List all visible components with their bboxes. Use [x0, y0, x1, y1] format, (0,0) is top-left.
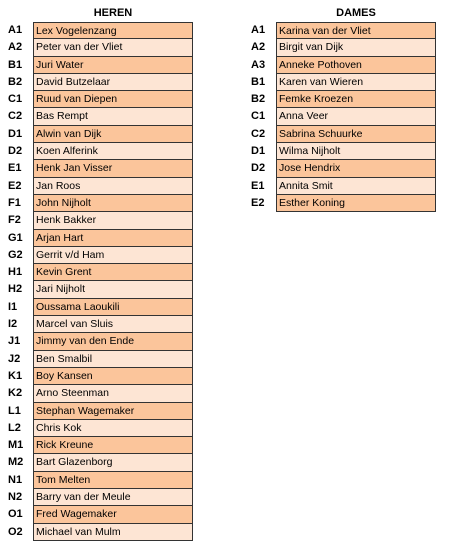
heren-row	[6, 351, 193, 368]
dames-player-name: Annita Smit	[276, 178, 436, 195]
dames-row	[249, 57, 436, 74]
heren-code: D2	[8, 145, 23, 158]
heren-row	[6, 299, 193, 316]
heren-code: L1	[8, 404, 21, 417]
heren-row	[6, 160, 193, 177]
heren-row	[6, 333, 193, 350]
heren-row	[6, 264, 193, 281]
heren-code: B1	[8, 58, 23, 71]
heren-code: K2	[8, 387, 23, 400]
dames-player-name: Jose Hendrix	[276, 160, 436, 177]
heren-player-name: Barry van der Meule	[33, 489, 193, 506]
dames-code: E2	[251, 196, 265, 209]
heren-player-name: Lex Vogelenzang	[33, 22, 193, 39]
dames-code: E1	[251, 179, 265, 192]
dames-player-name: Karen van Wieren	[276, 74, 436, 91]
heren-code: M2	[8, 456, 24, 469]
dames-code: B1	[251, 75, 266, 88]
dames-row	[249, 178, 436, 195]
dames-row	[249, 91, 436, 108]
heren-heading: HEREN	[93, 7, 133, 19]
heren-player-name: Henk Bakker	[33, 212, 193, 229]
dames-player-name: Anna Veer	[276, 108, 436, 125]
heren-row	[6, 57, 193, 74]
heren-row	[6, 368, 193, 385]
heren-player-name: Kevin Grent	[33, 264, 193, 281]
heren-player-name: Bart Glazenborg	[33, 454, 193, 471]
dames-player-name: Femke Kroezen	[276, 91, 436, 108]
heren-row	[6, 126, 193, 143]
heren-player-name: Michael van Mulm	[33, 524, 193, 541]
dames-player-name: Anneke Pothoven	[276, 57, 436, 74]
dames-code: B2	[251, 93, 266, 106]
heren-player-name: Arjan Hart	[33, 230, 193, 247]
dames-player-name: Esther Koning	[276, 195, 436, 212]
dames-row	[249, 160, 436, 177]
heren-code: O1	[8, 508, 23, 521]
heren-row	[6, 316, 193, 333]
dames-code: C1	[251, 110, 266, 123]
heren-player-name: Tom Melten	[33, 472, 193, 489]
heren-player-name: Koen Alferink	[33, 143, 193, 160]
dames-row	[249, 108, 436, 125]
heren-row	[6, 91, 193, 108]
heren-code: M1	[8, 439, 24, 452]
heren-code: O2	[8, 525, 23, 538]
heren-player-name: Rick Kreune	[33, 437, 193, 454]
dames-table	[249, 22, 436, 212]
dames-heading: DAMES	[336, 7, 376, 19]
heren-code: N1	[8, 473, 23, 486]
heren-code: B2	[8, 75, 23, 88]
heren-row	[6, 385, 193, 402]
dames-row	[249, 22, 436, 39]
heren-player-name: Ruud van Diepen	[33, 91, 193, 108]
heren-code: A1	[8, 24, 23, 36]
dames-row	[249, 143, 436, 160]
heren-code: A2	[8, 41, 23, 54]
dames-code: A3	[251, 58, 266, 71]
heren-code: G1	[8, 231, 23, 244]
heren-player-name: Stephan Wagemaker	[33, 403, 193, 420]
heren-row	[6, 178, 193, 195]
heren-code: I1	[8, 300, 18, 313]
dames-row	[249, 39, 436, 56]
heren-row	[6, 247, 193, 264]
heren-row	[6, 437, 193, 454]
heren-row	[6, 39, 193, 56]
heren-row	[6, 506, 193, 523]
dames-code: D1	[251, 145, 266, 158]
heren-player-name: Jari Nijholt	[33, 281, 193, 298]
heren-player-name: Jimmy van den Ende	[33, 333, 193, 350]
heren-row	[6, 524, 193, 541]
dames-code: A1	[251, 24, 266, 36]
heren-row	[6, 489, 193, 506]
dames-code: D2	[251, 162, 266, 175]
heren-player-name: Alwin van Dijk	[33, 126, 193, 143]
heren-code: F2	[8, 214, 21, 227]
heren-player-name: Chris Kok	[33, 420, 193, 437]
heren-player-name: Henk Jan Visser	[33, 160, 193, 177]
heren-code: C1	[8, 93, 23, 106]
heren-row	[6, 403, 193, 420]
heren-code: L2	[8, 421, 21, 434]
heren-player-name: Boy Kansen	[33, 368, 193, 385]
dames-player-name: Wilma Nijholt	[276, 143, 436, 160]
heren-row	[6, 108, 193, 125]
heren-row	[6, 230, 193, 247]
heren-row	[6, 472, 193, 489]
heren-code: E2	[8, 179, 22, 192]
heren-code: C2	[8, 110, 23, 123]
heren-code: H2	[8, 283, 23, 296]
dames-code: A2	[251, 41, 266, 54]
heren-code: J2	[8, 352, 21, 365]
dames-row	[249, 74, 436, 91]
heren-code: N2	[8, 491, 23, 504]
heren-row	[6, 143, 193, 160]
heren-player-name: Fred Wagemaker	[33, 506, 193, 523]
heren-code: F1	[8, 196, 21, 209]
heren-code: J1	[8, 335, 21, 348]
dames-row	[249, 126, 436, 143]
heren-player-name: Jan Roos	[33, 178, 193, 195]
heren-code: H1	[8, 266, 23, 279]
heren-row	[6, 195, 193, 212]
heren-code: E1	[8, 162, 22, 175]
dames-player-name: Birgit van Dijk	[276, 39, 436, 56]
heren-row	[6, 454, 193, 471]
heren-player-name: John Nijholt	[33, 195, 193, 212]
heren-player-name: Gerrit v/d Ham	[33, 247, 193, 264]
heren-table	[6, 22, 193, 541]
heren-player-name: Bas Rempt	[33, 108, 193, 125]
dames-player-name: Sabrina Schuurke	[276, 126, 436, 143]
heren-row	[6, 74, 193, 91]
heren-player-name: Marcel van Sluis	[33, 316, 193, 333]
heren-player-name: David Butzelaar	[33, 74, 193, 91]
heren-row	[6, 212, 193, 229]
heren-code: G2	[8, 248, 23, 261]
heren-row	[6, 22, 193, 39]
heren-code: K1	[8, 369, 23, 382]
heren-player-name: Juri Water	[33, 57, 193, 74]
heren-player-name: Oussama Laoukili	[33, 299, 193, 316]
dames-row	[249, 195, 436, 212]
heren-code: I2	[8, 318, 18, 331]
dames-code: C2	[251, 127, 266, 140]
heren-player-name: Ben Smalbil	[33, 351, 193, 368]
heren-row	[6, 420, 193, 437]
heren-player-name: Arno Steenman	[33, 385, 193, 402]
heren-player-name: Peter van der Vliet	[33, 39, 193, 56]
dames-player-name: Karina van der Vliet	[276, 22, 436, 39]
heren-code: D1	[8, 127, 23, 140]
heren-row	[6, 281, 193, 298]
